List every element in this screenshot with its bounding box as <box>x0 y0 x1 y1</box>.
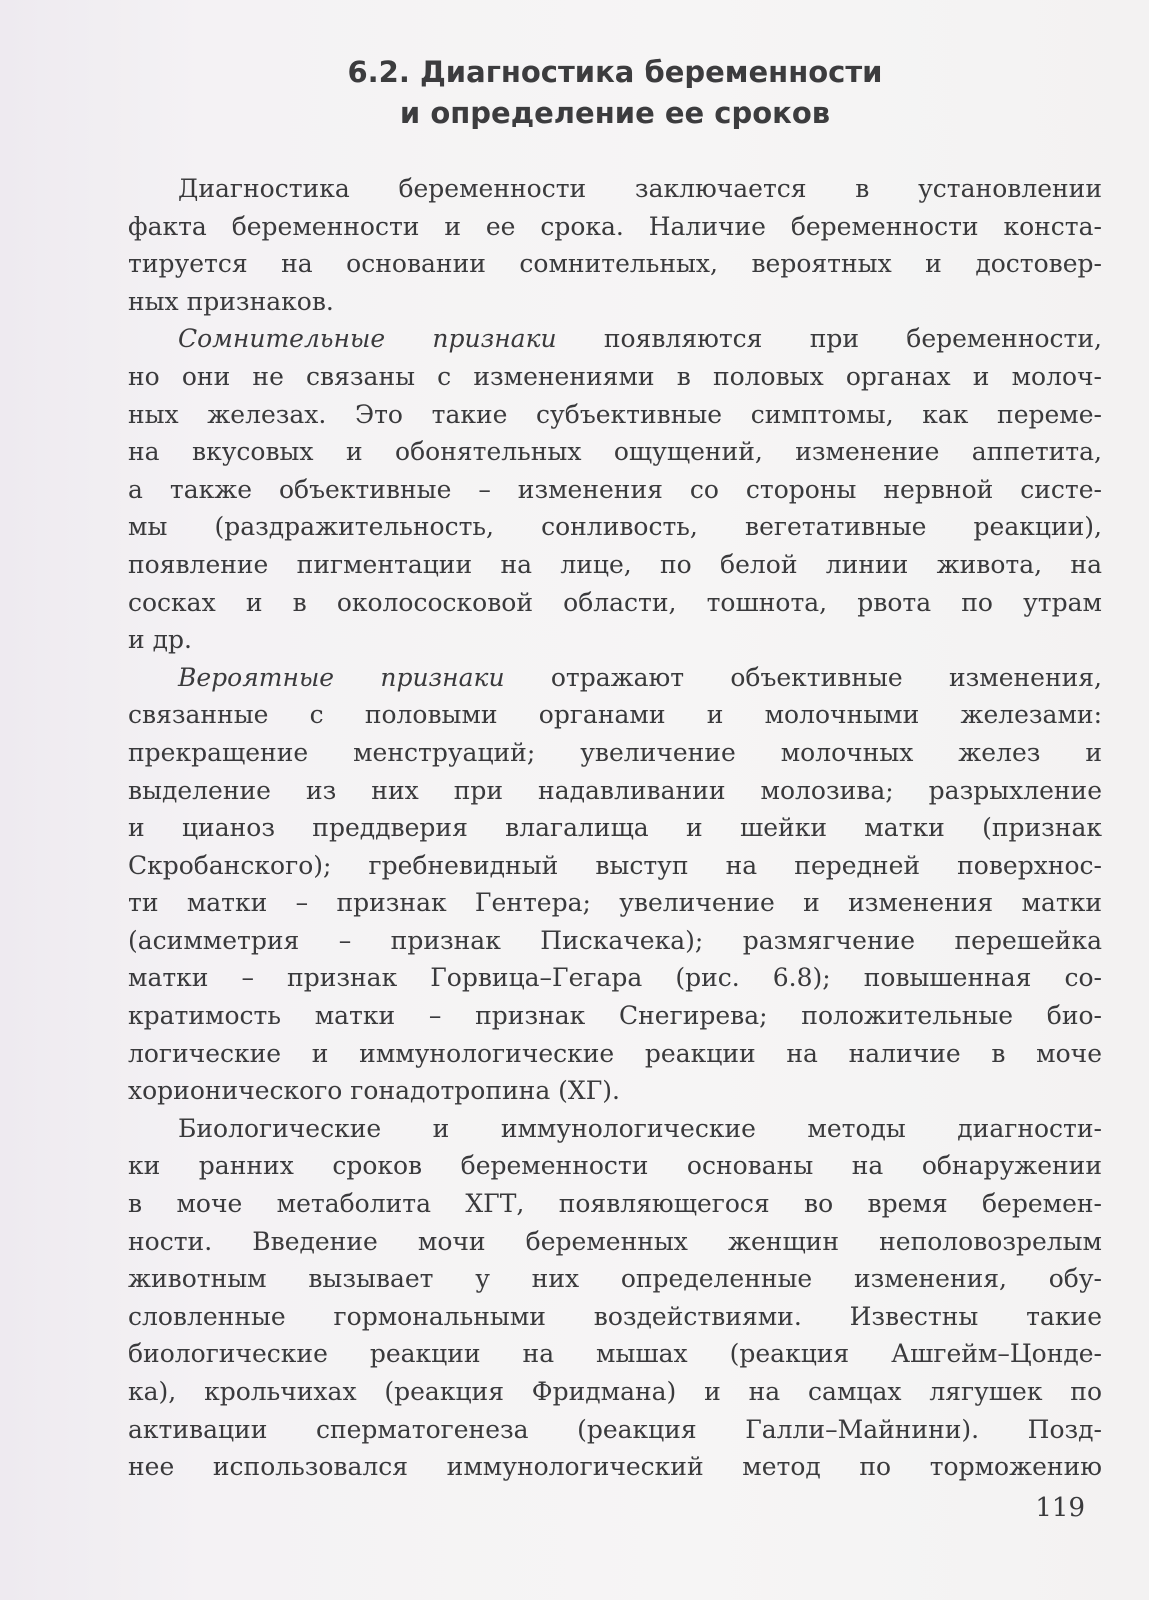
text-line: (асимметрия – признак Пискачека); размягчение перешейка <box>128 925 1102 955</box>
text-line: ности. Введение мочи беременных женщин неполовозрелым <box>128 1226 1102 1256</box>
text-line: нее использовался иммунологический метод по торможению <box>128 1452 1102 1482</box>
text-line: на вкусовых и обонятельных ощущений, изменение аппетита, <box>128 437 1102 467</box>
text-line: животным вызывает у них определенные изменения, обу- <box>128 1264 1102 1294</box>
text-line: ных признаков. <box>128 286 334 316</box>
text-line: активации сперматогенеза (реакция Галли–Майнини). Позд- <box>128 1414 1102 1444</box>
text-line: Сомнительные признаки появляются при беременности, <box>178 324 1102 354</box>
text-line: кратимость матки – признак Снегирева; положительные био- <box>128 1001 1102 1031</box>
term-probable-signs: Вероятные признаки <box>178 662 505 692</box>
text-line: словленные гормональными воздействиями. Известны такие <box>128 1301 1102 1331</box>
text-line: Диагностика беременности заключается в установлении <box>178 174 1102 203</box>
text-line: хорионического гонадотропина (ХГ). <box>128 1076 620 1106</box>
text-line: в моче метаболита ХГТ, появляющегося во время беремен- <box>128 1189 1102 1219</box>
text-line: сосках и в околососковой области, тошнота, рвота по утрам <box>128 587 1102 617</box>
text-line: логические и иммунологические реакции на наличие в моче <box>128 1038 1102 1068</box>
text-line: и цианоз преддверия влагалища и шейки матки (признак <box>128 813 1102 843</box>
section-heading <box>130 52 1100 134</box>
section-heading-line-2: и определение ее сроков <box>399 96 831 130</box>
text-line: но они не связаны с изменениями в половых органах и молоч- <box>128 361 1102 391</box>
text-line: связанные с половыми органами и молочными железами: <box>128 700 1102 730</box>
page-number: 119 <box>1035 1493 1085 1523</box>
text-line: ти матки – признак Гентера; увеличение и изменения матки <box>128 888 1102 918</box>
text-line: и др. <box>128 625 192 655</box>
text-line: ных железах. Это такие субъективные симптомы, как переме- <box>128 399 1102 429</box>
text-line: Биологические и иммунологические методы диагности- <box>178 1113 1102 1143</box>
text-line: мы (раздражительность, сонливость, вегетативные реакции), <box>128 512 1102 542</box>
text-line: факта беременности и ее срока. Наличие беременности конста- <box>128 211 1102 241</box>
section-heading-line-1: 6.2. Диагностика беременности <box>347 55 883 89</box>
text-line: ка), крольчихах (реакция Фридмана) и на самцах лягушек по <box>128 1377 1102 1406</box>
text-line: биологические реакции на мышах (реакция Ашгейм–Цонде- <box>128 1339 1102 1369</box>
body-text <box>128 170 1102 1486</box>
term-doubtful-signs: Сомнительные признаки <box>178 324 557 354</box>
text-line: ки ранних сроков беременности основаны на обнаружении <box>128 1151 1102 1181</box>
text-line: матки – признак Горвица–Гегара (рис. 6.8); повышенная со- <box>128 963 1102 993</box>
text-line: Скробанского); гребневидный выступ на передней поверхнос- <box>128 850 1102 880</box>
text-line: выделение из них при надавливании молозива; разрыхление <box>128 775 1102 805</box>
text-line: тируется на основании сомнительных, вероятных и достовер- <box>128 249 1102 279</box>
text-line: появление пигментации на лице, по белой линии живота, на <box>128 549 1102 579</box>
text-line: Вероятные признаки отражают объективные изменения, <box>178 662 1102 692</box>
text-line: а также объективные – изменения со стороны нервной систе- <box>128 474 1102 504</box>
text-line: прекращение менструаций; увеличение молочных желез и <box>128 737 1102 767</box>
